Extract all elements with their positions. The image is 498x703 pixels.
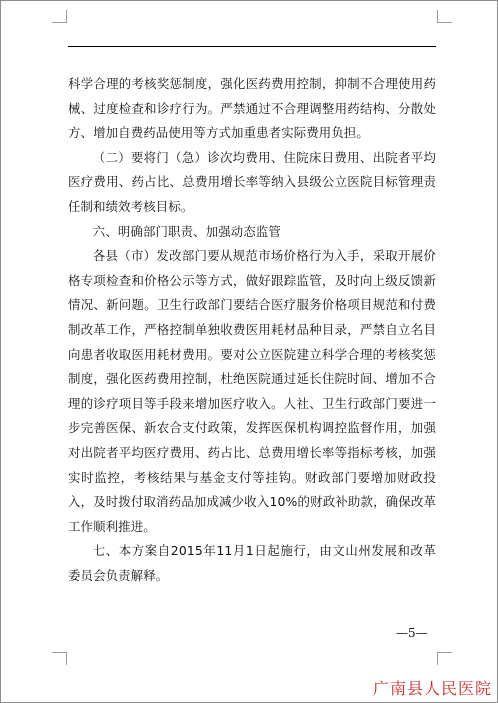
section-heading-6: 六、明确部门职责、加强动态监管 (92, 223, 281, 239)
crop-mark-top-left-h (52, 22, 66, 23)
crop-mark-top-right-v (437, 10, 438, 23)
page-number: —5— (396, 626, 428, 640)
crop-mark-top-left-v (66, 10, 67, 23)
document-body (68, 72, 436, 588)
crop-mark-bottom-left-h (52, 652, 66, 653)
paragraph-continuation: 科学合理的考核奖惩制度，强化医药费用控制，抑制不合理使用药械、过度检查和诊疗行为。严禁通过不合理调整用药结构、分散处方、增加自费药品使用等方式加重患者实际费用负担。 (68, 76, 436, 141)
crop-mark-bottom-left-v (66, 652, 67, 665)
crop-mark-bottom-right-v (437, 652, 438, 665)
paragraph-item-2: （二）要将门（急）诊次均费用、住院床日费用、出院者平均医疗费用、药占比、总费用增长率等纳入县级公立医院目标管理责任制和绩效考核目标。 (68, 149, 436, 214)
section-heading-7: 七、本方案自2015年11月1日起施行，由文山州发展和改革委员会负责解释。 (68, 543, 436, 583)
crop-mark-bottom-right-h (438, 652, 452, 653)
crop-mark-top-right-h (438, 22, 452, 23)
header-rule (68, 46, 436, 47)
watermark-text: 广南县人民医院 (372, 679, 492, 698)
paragraph-departments: 各县（市）发改部门要从规范市场价格行为入手，采取开展价格专项检查和价格公示等方式，做好跟踪监管，及时向上级反馈新情况、新问题。卫生行政部门要结合医疗服务价格项目规范和付费制改革工作，严格控制单独收费医用耗材品种目录，严禁自立名目向患者收取医用耗材费用。要对公立医院建立科学合理的考核奖惩制度，强化医药费用控制，杜绝医院通过延长住院时间、增加不合理的诊疗项目等手段来增加医疗收入。人社、卫生行政部门要进一步完善医保、新农合支付政策，发挥医保机构调控监督作用，加强对出院者平均医疗费用、药占比、总费用增长率等指标考核，加强实时监控，考核结果与基金支付等挂钩。财政部门要增加财政投入，及时拨付取消药品加成减少收入10%的财政补助款，确保改革工作顺利推进。 (68, 248, 436, 534)
